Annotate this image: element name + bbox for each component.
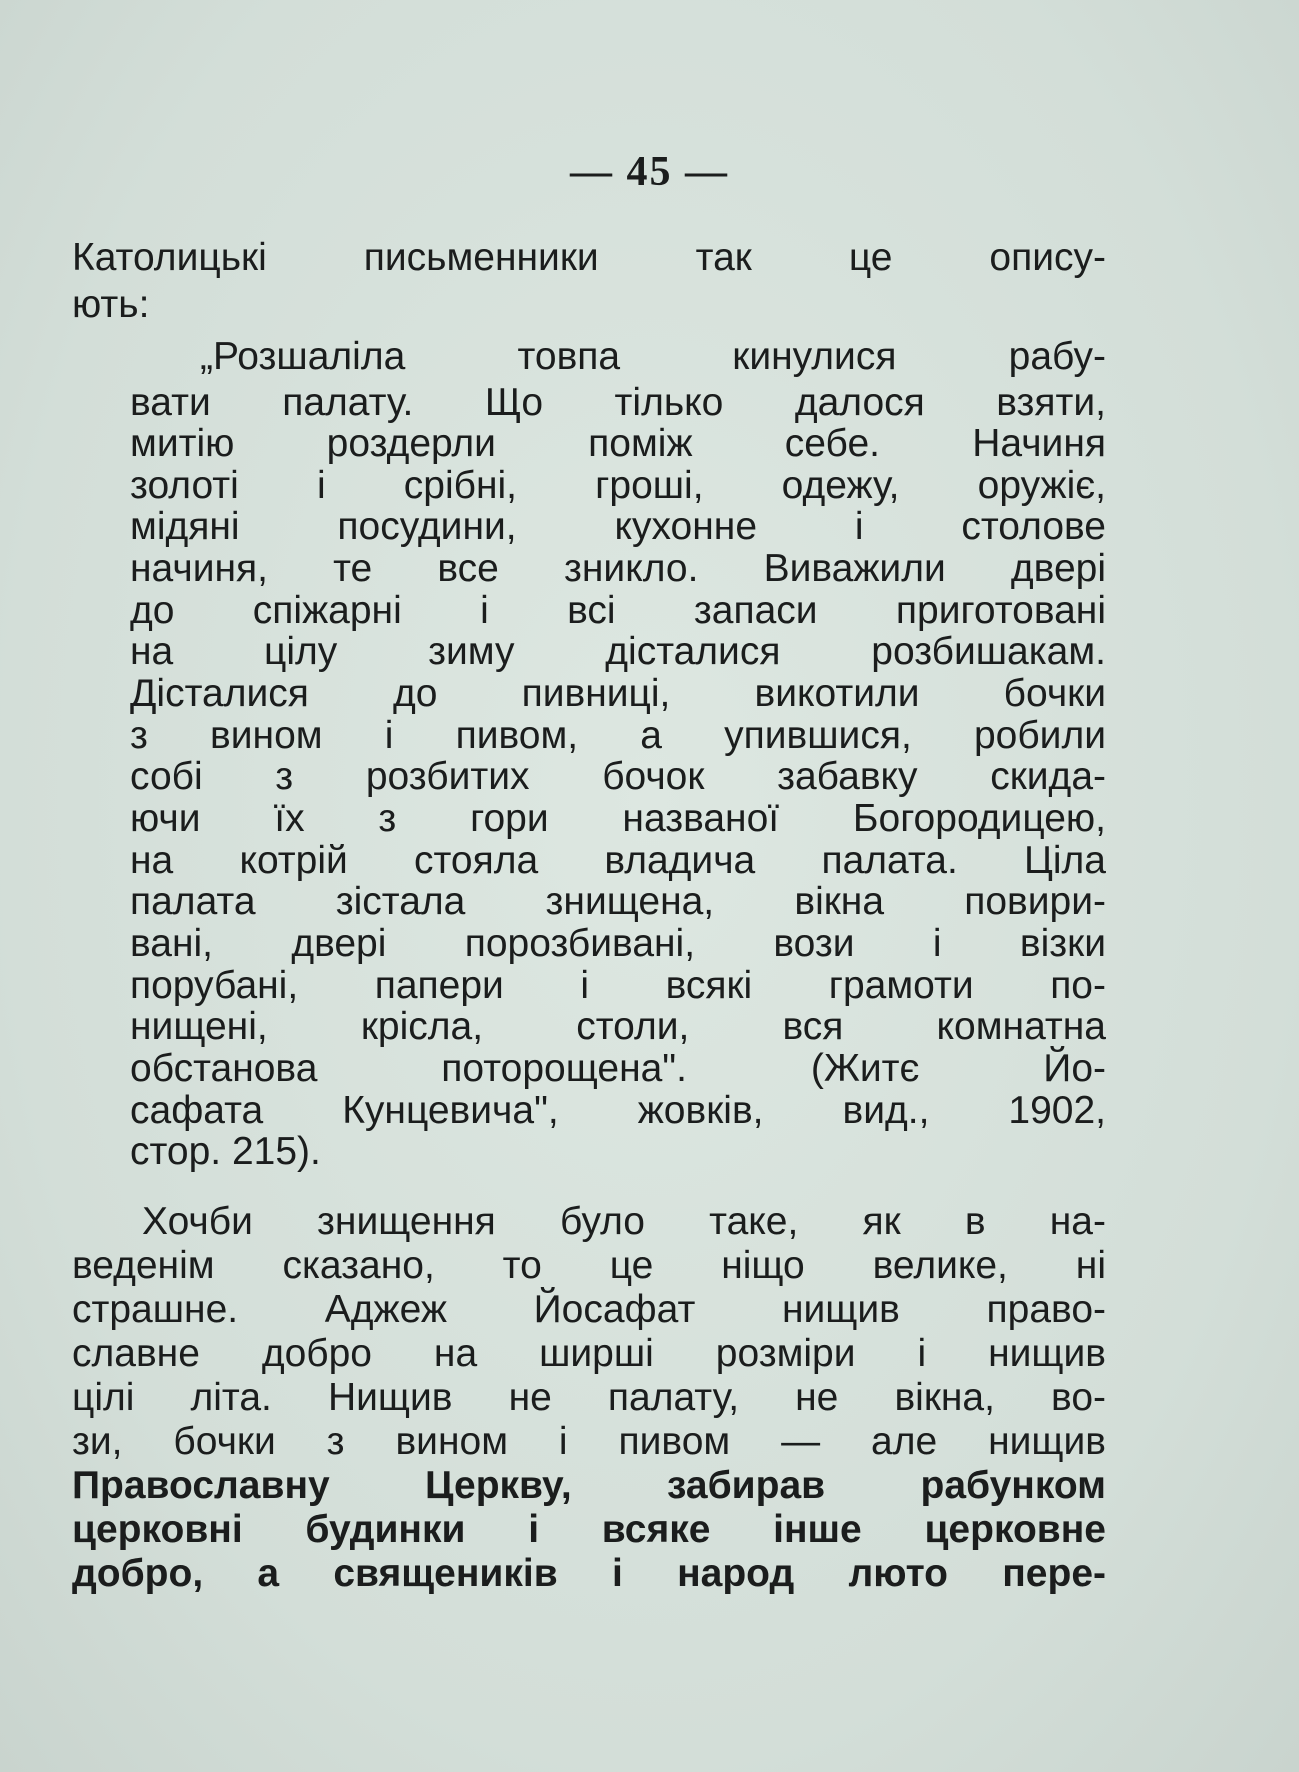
text-line: золоті і срібні, гроші, одежу, оружіє, <box>130 464 1106 507</box>
page-number: — 45 — <box>570 149 729 195</box>
text-line: до спіжарні і всі запаси приготовані <box>130 589 1106 632</box>
text-line: обстанова поторощена". (Житє Йо- <box>130 1047 1106 1090</box>
text-line: палата зістала знищена, вікна повири- <box>130 880 1106 923</box>
text-line: Дісталися до пивниці, викотили бочки <box>130 672 1106 715</box>
text-line: порубані, папери і всякі грамоти по- <box>130 964 1106 1007</box>
text-line: митію роздерли поміж себе. Начиня <box>130 422 1106 465</box>
text-line: вати палату. Що тілько далося взяти, <box>130 381 1106 424</box>
text-line: вані, двері порозбивані, вози і візки <box>130 922 1106 965</box>
text-line: Хочби знищення було таке, як в на- <box>142 1200 1106 1243</box>
text-line: славне добро на ширші розміри і нищив <box>72 1332 1106 1375</box>
text-line: Католицькі письменники так це опису- <box>72 236 1106 279</box>
text-line: мідяні посудини, кухонне і столове <box>130 505 1106 548</box>
text-line: „Розшаліла товпа кинулися рабу- <box>200 335 1106 378</box>
text-line: на котрій стояла владича палата. Ціла <box>130 839 1106 882</box>
text-line: на цілу зиму дісталися розбишакам. <box>130 630 1106 673</box>
text-line: ючи їх з гори названої Богородицею, <box>130 797 1106 840</box>
text-line: стор. 215). <box>130 1130 321 1173</box>
text-line: ють: <box>72 283 150 326</box>
text-line: собі з розбитих бочок забавку скида- <box>130 755 1106 798</box>
text-line: добро, а священиків і народ люто пере- <box>72 1552 1106 1595</box>
text-line: Православну Церкву, забирав рабунком <box>72 1464 1106 1507</box>
text-line: цілі літа. Нищив не палату, не вікна, во- <box>72 1376 1106 1419</box>
text-line: зи, бочки з вином і пивом — але нищив <box>72 1420 1106 1463</box>
text-line: нищені, крісла, столи, вся комнатна <box>130 1005 1106 1048</box>
text-line: веденім сказано, то це ніщо велике, ні <box>72 1244 1106 1287</box>
text-line: з вином і пивом, а упившися, робили <box>130 714 1106 757</box>
text-line: церковні будинки і всяке інше церковне <box>72 1508 1106 1551</box>
text-line: сафата Кунцевича", жовків, вид., 1902, <box>130 1089 1106 1132</box>
text-line: страшне. Аджеж Йосафат нищив право- <box>72 1288 1106 1331</box>
text-line: начиня, те все зникло. Виважили двері <box>130 547 1106 590</box>
